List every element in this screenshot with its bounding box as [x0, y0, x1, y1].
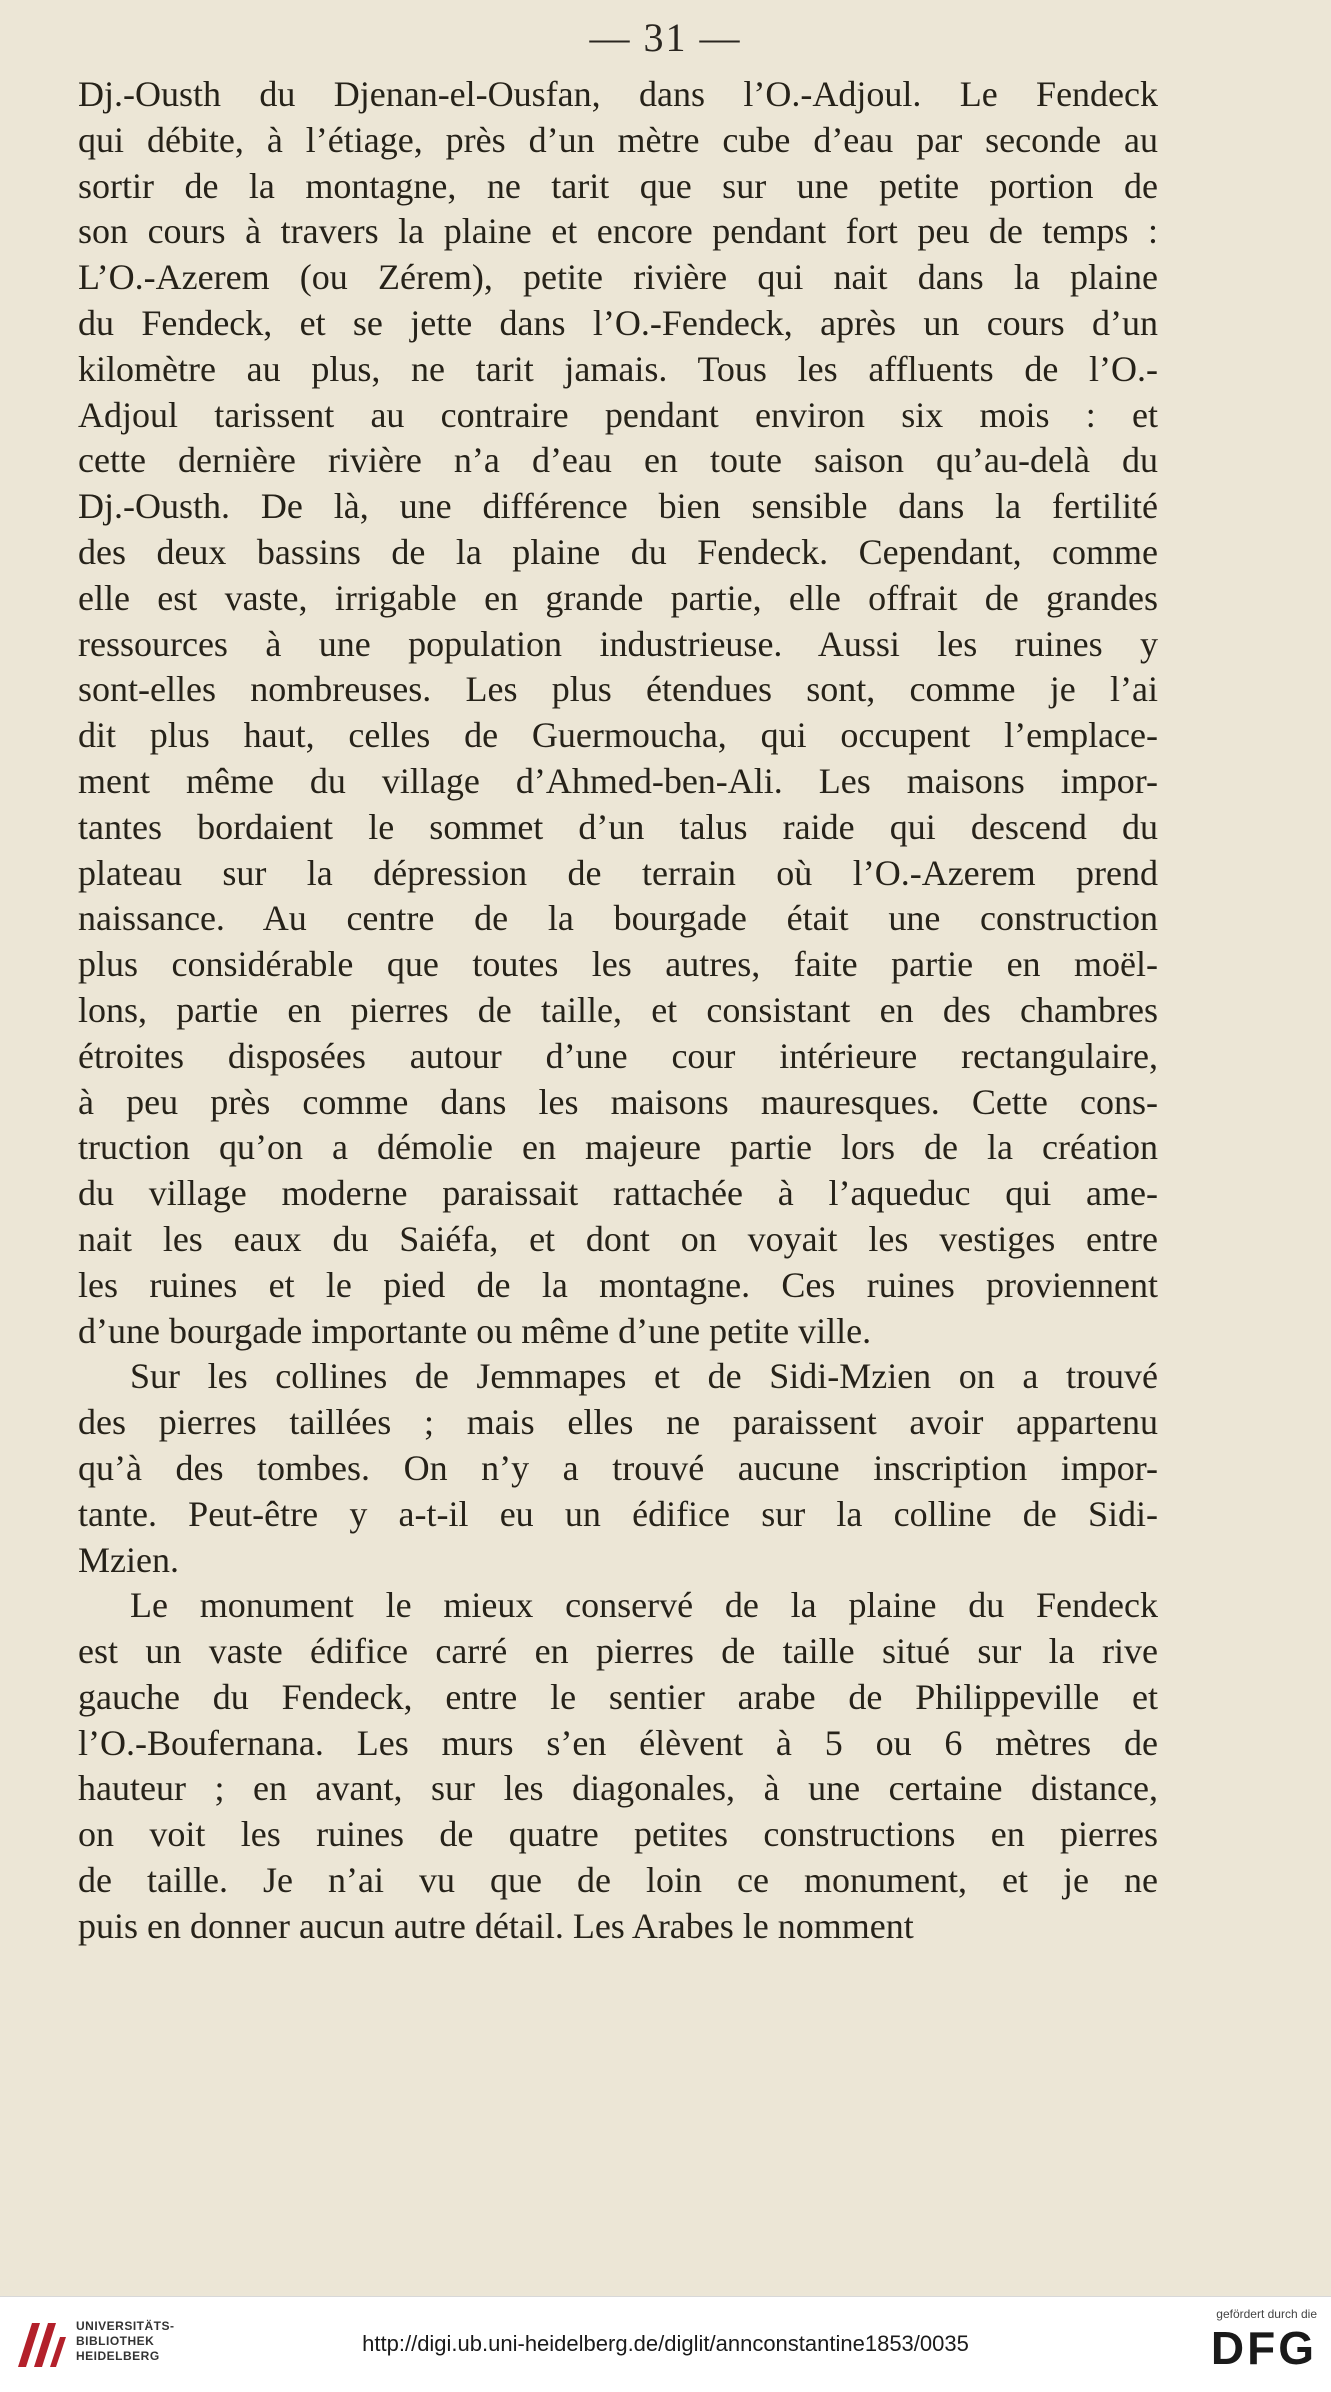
- text-line: elle est vaste, irrigable en grande partie, elle offrait de grandes: [78, 577, 1158, 618]
- library-name-line: HEIDELBERG: [76, 2349, 160, 2363]
- text-line: sortir de la montagne, ne tarit que sur une petite portion de: [78, 165, 1158, 206]
- text-line: est un vaste édifice carré en pierres de taille situé sur la rive: [78, 1631, 1158, 1672]
- text-line: d’une bourgade importante ou même d’une petite ville.: [78, 1310, 872, 1351]
- text-line: ressources à une population industrieuse. Aussi les ruines y: [78, 623, 1158, 664]
- text-line: dit plus haut, celles de Guermoucha, qui occupent l’emplace-: [78, 715, 1158, 756]
- text-line: Le monument le mieux conservé de la plaine du Fendeck: [130, 1585, 1158, 1626]
- text-line: des pierres taillées ; mais elles ne paraissent avoir appartenu: [78, 1402, 1158, 1443]
- permalink-url[interactable]: http://digi.ub.uni-heidelberg.de/diglit/annconstantine1853/0035: [362, 2331, 969, 2356]
- text-line: hauteur ; en avant, sur les diagonales, à une certaine distance,: [78, 1768, 1158, 1809]
- text-line: Sur les collines de Jemmapes et de Sidi-Mzien on a trouvé: [130, 1356, 1158, 1397]
- text-line: les ruines et le pied de la montagne. Ces ruines proviennent: [78, 1264, 1158, 1305]
- text-line: Dj.-Ousth du Djenan-el-Ousfan, dans l’O.-Adjoul. Le Fendeck: [78, 74, 1158, 114]
- text-line: son cours à travers la plaine et encore pendant fort peu de temps :: [78, 211, 1158, 252]
- text-line: du village moderne paraissait rattachée à l’aqueduc qui ame-: [78, 1173, 1158, 1214]
- viewer-footer: [0, 2296, 1331, 2392]
- text-line: de taille. Je n’ai vu que de loin ce monument, et je ne: [78, 1860, 1158, 1901]
- text-line: plateau sur la dépression de terrain où l’O.-Azerem prend: [78, 852, 1158, 893]
- page-number: — 31 —: [589, 15, 742, 60]
- body-text: [78, 72, 1158, 1950]
- text-line: du Fendeck, et se jette dans l’O.-Fendeck, après un cours d’un: [78, 302, 1158, 343]
- text-line: à peu près comme dans les maisons mauresques. Cette cons-: [78, 1081, 1158, 1122]
- text-line: ment même du village d’Ahmed-ben-Ali. Les maisons impor-: [78, 760, 1158, 801]
- text-line: kilomètre au plus, ne tarit jamais. Tous les affluents de l’O.-: [78, 348, 1158, 389]
- text-line: lons, partie en pierres de taille, et consistant en des chambres: [78, 989, 1158, 1030]
- text-line: sont-elles nombreuses. Les plus étendues sont, comme je l’ai: [78, 669, 1158, 710]
- text-line: nait les eaux du Saiéfa, et dont on voyait les vestiges entre: [78, 1218, 1158, 1259]
- library-name-line: UNIVERSITÄTS-: [76, 2319, 175, 2333]
- text-line: truction qu’on a démolie en majeure partie lors de la création: [78, 1127, 1158, 1168]
- text-line: Mzien.: [78, 1539, 179, 1580]
- text-line: Dj.-Ousth. De là, une différence bien sensible dans la fertilité: [78, 486, 1158, 527]
- text-line: L’O.-Azerem (ou Zérem), petite rivière qui nait dans la plaine: [78, 257, 1158, 298]
- text-line: puis en donner aucun autre détail. Les Arabes le nomment: [78, 1905, 914, 1946]
- text-line: naissance. Au centre de la bourgade était une construction: [78, 898, 1158, 939]
- text-line: qui débite, à l’étiage, près d’un mètre cube d’eau par seconde au: [78, 119, 1158, 160]
- library-name-line: BIBLIOTHEK: [76, 2334, 155, 2348]
- text-line: on voit les ruines de quatre petites constructions en pierres: [78, 1814, 1158, 1855]
- text-line: cette dernière rivière n’a d’eau en toute saison qu’au-delà du: [78, 440, 1158, 481]
- text-line: tantes bordaient le sommet d’un talus raide qui descend du: [78, 806, 1158, 847]
- sponsor-label: gefördert durch die: [1216, 2307, 1317, 2321]
- dfg-logo[interactable]: DFG: [1210, 2322, 1317, 2374]
- text-line: étroites disposées autour d’une cour intérieure rectangulaire,: [78, 1035, 1158, 1076]
- text-line: plus considérable que toutes les autres, faite partie en moël-: [78, 944, 1158, 985]
- text-line: l’O.-Boufernana. Les murs s’en élèvent à 5 ou 6 mètres de: [78, 1722, 1158, 1763]
- text-line: des deux bassins de la plaine du Fendeck. Cependant, comme: [78, 531, 1158, 572]
- text-line: gauche du Fendeck, entre le sentier arabe de Philippeville et: [78, 1676, 1158, 1717]
- text-line: qu’à des tombes. On n’y a trouvé aucune inscription impor-: [78, 1447, 1158, 1488]
- text-line: Adjoul tarissent au contraire pendant environ six mois : et: [78, 394, 1158, 435]
- sponsor-block: [1210, 2307, 1317, 2374]
- text-line: tante. Peut-être y a-t-il eu un édifice sur la colline de Sidi-: [78, 1493, 1158, 1534]
